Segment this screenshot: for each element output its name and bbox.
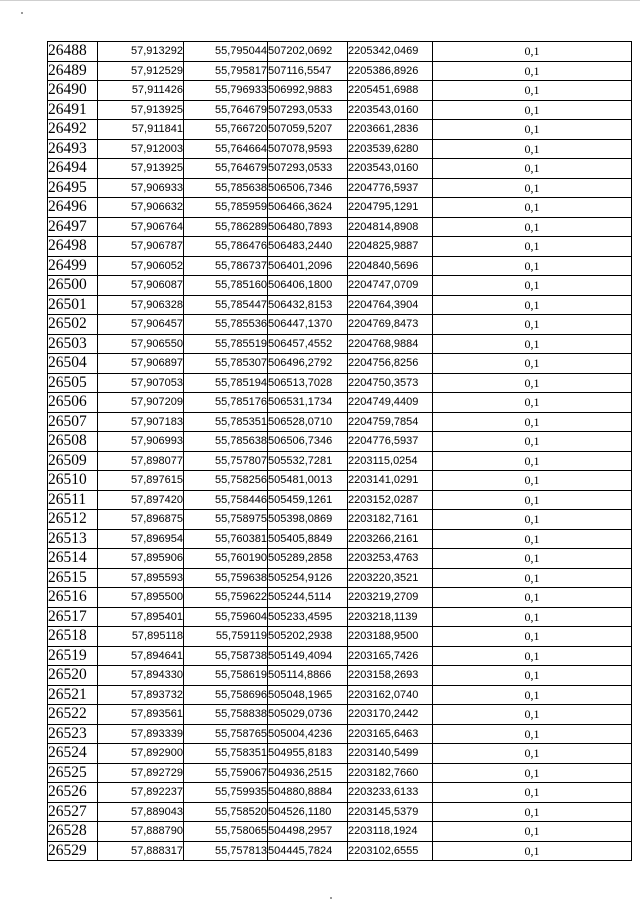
x-coordinate-cell: 507116,5547 bbox=[268, 61, 348, 81]
point-number-cell: 26498 bbox=[48, 237, 98, 257]
table-row bbox=[48, 627, 632, 647]
latitude-cell: 57,894641 bbox=[98, 646, 184, 666]
latitude-cell: 57,907209 bbox=[98, 393, 184, 413]
accuracy-value-cell: 0,1 bbox=[433, 705, 632, 725]
y-coordinate-cell: 2203152,0287 bbox=[348, 490, 433, 510]
point-number-cell: 26509 bbox=[48, 451, 98, 471]
table-row bbox=[48, 354, 632, 374]
latitude-cell: 57,906550 bbox=[98, 334, 184, 354]
table-row bbox=[48, 100, 632, 120]
point-number-cell: 26504 bbox=[48, 354, 98, 374]
y-coordinate-cell: 2203182,7161 bbox=[348, 510, 433, 530]
longitude-cell: 55,785447 bbox=[184, 295, 268, 315]
longitude-cell: 55,758975 bbox=[184, 510, 268, 530]
y-coordinate-cell: 2203233,6133 bbox=[348, 783, 433, 803]
point-number-cell: 26501 bbox=[48, 295, 98, 315]
point-number-cell: 26499 bbox=[48, 256, 98, 276]
x-coordinate-cell: 505149,4094 bbox=[268, 646, 348, 666]
longitude-cell: 55,764679 bbox=[184, 159, 268, 179]
longitude-cell: 55,758619 bbox=[184, 666, 268, 686]
table-row bbox=[48, 666, 632, 686]
accuracy-value-cell: 0,1 bbox=[433, 178, 632, 198]
y-coordinate-cell: 2203543,0160 bbox=[348, 100, 433, 120]
point-number-cell: 26507 bbox=[48, 412, 98, 432]
scan-speck bbox=[21, 12, 23, 14]
top-edge-line bbox=[0, 0, 640, 1]
point-number-cell: 26515 bbox=[48, 568, 98, 588]
longitude-cell: 55,764664 bbox=[184, 139, 268, 159]
x-coordinate-cell: 505202,2938 bbox=[268, 627, 348, 647]
accuracy-value-cell: 0,1 bbox=[433, 841, 632, 861]
latitude-cell: 57,895401 bbox=[98, 607, 184, 627]
table-row bbox=[48, 217, 632, 237]
longitude-cell: 55,758696 bbox=[184, 685, 268, 705]
accuracy-value-cell: 0,1 bbox=[433, 822, 632, 842]
latitude-cell: 57,906328 bbox=[98, 295, 184, 315]
accuracy-value-cell: 0,1 bbox=[433, 490, 632, 510]
point-number-cell: 26497 bbox=[48, 217, 98, 237]
longitude-cell: 55,786476 bbox=[184, 237, 268, 257]
latitude-cell: 57,907183 bbox=[98, 412, 184, 432]
x-coordinate-cell: 505048,1965 bbox=[268, 685, 348, 705]
coordinates-table bbox=[47, 41, 632, 861]
x-coordinate-cell: 506531,1734 bbox=[268, 393, 348, 413]
table-row bbox=[48, 81, 632, 101]
table-row bbox=[48, 393, 632, 413]
y-coordinate-cell: 2203543,0160 bbox=[348, 159, 433, 179]
y-coordinate-cell: 2203539,6280 bbox=[348, 139, 433, 159]
accuracy-value-cell: 0,1 bbox=[433, 783, 632, 803]
latitude-cell: 57,911841 bbox=[98, 120, 184, 140]
longitude-cell: 55,758351 bbox=[184, 744, 268, 764]
accuracy-value-cell: 0,1 bbox=[433, 451, 632, 471]
latitude-cell: 57,895500 bbox=[98, 588, 184, 608]
x-coordinate-cell: 506506,7346 bbox=[268, 178, 348, 198]
y-coordinate-cell: 2203253,4763 bbox=[348, 549, 433, 569]
longitude-cell: 55,785194 bbox=[184, 373, 268, 393]
longitude-cell: 55,758065 bbox=[184, 822, 268, 842]
x-coordinate-cell: 505004,4236 bbox=[268, 724, 348, 744]
latitude-cell: 57,896875 bbox=[98, 510, 184, 530]
point-number-cell: 26521 bbox=[48, 685, 98, 705]
longitude-cell: 55,785160 bbox=[184, 276, 268, 296]
latitude-cell: 57,906632 bbox=[98, 198, 184, 218]
x-coordinate-cell: 507059,5207 bbox=[268, 120, 348, 140]
latitude-cell: 57,912003 bbox=[98, 139, 184, 159]
table-row bbox=[48, 432, 632, 452]
y-coordinate-cell: 2203218,1139 bbox=[348, 607, 433, 627]
table-row bbox=[48, 198, 632, 218]
y-coordinate-cell: 2205342,0469 bbox=[348, 42, 433, 62]
accuracy-value-cell: 0,1 bbox=[433, 81, 632, 101]
x-coordinate-cell: 506513,7028 bbox=[268, 373, 348, 393]
accuracy-value-cell: 0,1 bbox=[433, 627, 632, 647]
longitude-cell: 55,785519 bbox=[184, 334, 268, 354]
latitude-cell: 57,913925 bbox=[98, 159, 184, 179]
y-coordinate-cell: 2204768,9884 bbox=[348, 334, 433, 354]
table-row bbox=[48, 490, 632, 510]
y-coordinate-cell: 2204756,8256 bbox=[348, 354, 433, 374]
latitude-cell: 57,888317 bbox=[98, 841, 184, 861]
y-coordinate-cell: 2203182,7660 bbox=[348, 763, 433, 783]
x-coordinate-cell: 506401,2096 bbox=[268, 256, 348, 276]
longitude-cell: 55,760190 bbox=[184, 549, 268, 569]
y-coordinate-cell: 2204795,1291 bbox=[348, 198, 433, 218]
point-number-cell: 26510 bbox=[48, 471, 98, 491]
table-row bbox=[48, 120, 632, 140]
table-row bbox=[48, 705, 632, 725]
point-number-cell: 26511 bbox=[48, 490, 98, 510]
x-coordinate-cell: 506457,4552 bbox=[268, 334, 348, 354]
table-row bbox=[48, 276, 632, 296]
table-row bbox=[48, 568, 632, 588]
longitude-cell: 55,764679 bbox=[184, 100, 268, 120]
x-coordinate-cell: 505233,4595 bbox=[268, 607, 348, 627]
accuracy-value-cell: 0,1 bbox=[433, 120, 632, 140]
point-number-cell: 26518 bbox=[48, 627, 98, 647]
y-coordinate-cell: 2205451,6988 bbox=[348, 81, 433, 101]
table-row bbox=[48, 178, 632, 198]
y-coordinate-cell: 2203162,0740 bbox=[348, 685, 433, 705]
x-coordinate-cell: 506506,7346 bbox=[268, 432, 348, 452]
accuracy-value-cell: 0,1 bbox=[433, 334, 632, 354]
accuracy-value-cell: 0,1 bbox=[433, 510, 632, 530]
longitude-cell: 55,759935 bbox=[184, 783, 268, 803]
point-number-cell: 26503 bbox=[48, 334, 98, 354]
y-coordinate-cell: 2204764,3904 bbox=[348, 295, 433, 315]
y-coordinate-cell: 2204840,5696 bbox=[348, 256, 433, 276]
latitude-cell: 57,892900 bbox=[98, 744, 184, 764]
x-coordinate-cell: 505114,8866 bbox=[268, 666, 348, 686]
longitude-cell: 55,758256 bbox=[184, 471, 268, 491]
point-number-cell: 26526 bbox=[48, 783, 98, 803]
table-row bbox=[48, 549, 632, 569]
longitude-cell: 55,785638 bbox=[184, 432, 268, 452]
accuracy-value-cell: 0,1 bbox=[433, 295, 632, 315]
longitude-cell: 55,795817 bbox=[184, 61, 268, 81]
point-number-cell: 26495 bbox=[48, 178, 98, 198]
table-row bbox=[48, 139, 632, 159]
x-coordinate-cell: 506528,0710 bbox=[268, 412, 348, 432]
longitude-cell: 55,759604 bbox=[184, 607, 268, 627]
x-coordinate-cell: 506432,8153 bbox=[268, 295, 348, 315]
accuracy-value-cell: 0,1 bbox=[433, 393, 632, 413]
y-coordinate-cell: 2203165,7426 bbox=[348, 646, 433, 666]
accuracy-value-cell: 0,1 bbox=[433, 139, 632, 159]
point-number-cell: 26505 bbox=[48, 373, 98, 393]
table-row bbox=[48, 256, 632, 276]
latitude-cell: 57,906897 bbox=[98, 354, 184, 374]
latitude-cell: 57,897615 bbox=[98, 471, 184, 491]
y-coordinate-cell: 2204814,8908 bbox=[348, 217, 433, 237]
y-coordinate-cell: 2204776,5937 bbox=[348, 178, 433, 198]
x-coordinate-cell: 507078,9593 bbox=[268, 139, 348, 159]
point-number-cell: 26493 bbox=[48, 139, 98, 159]
x-coordinate-cell: 507202,0692 bbox=[268, 42, 348, 62]
x-coordinate-cell: 504955,8183 bbox=[268, 744, 348, 764]
latitude-cell: 57,906764 bbox=[98, 217, 184, 237]
accuracy-value-cell: 0,1 bbox=[433, 276, 632, 296]
longitude-cell: 55,795044 bbox=[184, 42, 268, 62]
table-row bbox=[48, 412, 632, 432]
x-coordinate-cell: 504498,2957 bbox=[268, 822, 348, 842]
longitude-cell: 55,785351 bbox=[184, 412, 268, 432]
x-coordinate-cell: 504526,1180 bbox=[268, 802, 348, 822]
point-number-cell: 26494 bbox=[48, 159, 98, 179]
accuracy-value-cell: 0,1 bbox=[433, 412, 632, 432]
point-number-cell: 26513 bbox=[48, 529, 98, 549]
latitude-cell: 57,913292 bbox=[98, 42, 184, 62]
latitude-cell: 57,895906 bbox=[98, 549, 184, 569]
x-coordinate-cell: 505289,2858 bbox=[268, 549, 348, 569]
point-number-cell: 26488 bbox=[48, 42, 98, 62]
longitude-cell: 55,786289 bbox=[184, 217, 268, 237]
latitude-cell: 57,889043 bbox=[98, 802, 184, 822]
point-number-cell: 26527 bbox=[48, 802, 98, 822]
table-row bbox=[48, 802, 632, 822]
longitude-cell: 55,785638 bbox=[184, 178, 268, 198]
latitude-cell: 57,906457 bbox=[98, 315, 184, 335]
table-row bbox=[48, 588, 632, 608]
accuracy-value-cell: 0,1 bbox=[433, 549, 632, 569]
point-number-cell: 26517 bbox=[48, 607, 98, 627]
accuracy-value-cell: 0,1 bbox=[433, 744, 632, 764]
accuracy-value-cell: 0,1 bbox=[433, 61, 632, 81]
x-coordinate-cell: 505405,8849 bbox=[268, 529, 348, 549]
accuracy-value-cell: 0,1 bbox=[433, 802, 632, 822]
accuracy-value-cell: 0,1 bbox=[433, 354, 632, 374]
accuracy-value-cell: 0,1 bbox=[433, 724, 632, 744]
longitude-cell: 55,766720 bbox=[184, 120, 268, 140]
accuracy-value-cell: 0,1 bbox=[433, 256, 632, 276]
table-row bbox=[48, 841, 632, 861]
longitude-cell: 55,758446 bbox=[184, 490, 268, 510]
table-row bbox=[48, 783, 632, 803]
x-coordinate-cell: 504880,8884 bbox=[268, 783, 348, 803]
table-row bbox=[48, 607, 632, 627]
latitude-cell: 57,906087 bbox=[98, 276, 184, 296]
table-row bbox=[48, 373, 632, 393]
accuracy-value-cell: 0,1 bbox=[433, 646, 632, 666]
accuracy-value-cell: 0,1 bbox=[433, 607, 632, 627]
accuracy-value-cell: 0,1 bbox=[433, 159, 632, 179]
point-number-cell: 26490 bbox=[48, 81, 98, 101]
accuracy-value-cell: 0,1 bbox=[433, 763, 632, 783]
table-row bbox=[48, 42, 632, 62]
accuracy-value-cell: 0,1 bbox=[433, 666, 632, 686]
y-coordinate-cell: 2205386,8926 bbox=[348, 61, 433, 81]
point-number-cell: 26508 bbox=[48, 432, 98, 452]
point-number-cell: 26516 bbox=[48, 588, 98, 608]
x-coordinate-cell: 506483,2440 bbox=[268, 237, 348, 257]
x-coordinate-cell: 506466,3624 bbox=[268, 198, 348, 218]
accuracy-value-cell: 0,1 bbox=[433, 588, 632, 608]
longitude-cell: 55,758738 bbox=[184, 646, 268, 666]
table-row bbox=[48, 237, 632, 257]
longitude-cell: 55,757813 bbox=[184, 841, 268, 861]
longitude-cell: 55,759638 bbox=[184, 568, 268, 588]
y-coordinate-cell: 2204769,8473 bbox=[348, 315, 433, 335]
point-number-cell: 26514 bbox=[48, 549, 98, 569]
latitude-cell: 57,893732 bbox=[98, 685, 184, 705]
accuracy-value-cell: 0,1 bbox=[433, 42, 632, 62]
longitude-cell: 55,758838 bbox=[184, 705, 268, 725]
x-coordinate-cell: 505244,5114 bbox=[268, 588, 348, 608]
table-row bbox=[48, 451, 632, 471]
point-number-cell: 26491 bbox=[48, 100, 98, 120]
latitude-cell: 57,896954 bbox=[98, 529, 184, 549]
accuracy-value-cell: 0,1 bbox=[433, 432, 632, 452]
latitude-cell: 57,906052 bbox=[98, 256, 184, 276]
y-coordinate-cell: 2203140,5499 bbox=[348, 744, 433, 764]
table-row bbox=[48, 295, 632, 315]
longitude-cell: 55,785536 bbox=[184, 315, 268, 335]
y-coordinate-cell: 2203266,2161 bbox=[348, 529, 433, 549]
point-number-cell: 26525 bbox=[48, 763, 98, 783]
point-number-cell: 26506 bbox=[48, 393, 98, 413]
y-coordinate-cell: 2203165,6463 bbox=[348, 724, 433, 744]
y-coordinate-cell: 2203102,6555 bbox=[348, 841, 433, 861]
y-coordinate-cell: 2204825,9887 bbox=[348, 237, 433, 257]
y-coordinate-cell: 2204776,5937 bbox=[348, 432, 433, 452]
latitude-cell: 57,888790 bbox=[98, 822, 184, 842]
x-coordinate-cell: 506992,9883 bbox=[268, 81, 348, 101]
longitude-cell: 55,786737 bbox=[184, 256, 268, 276]
latitude-cell: 57,897420 bbox=[98, 490, 184, 510]
y-coordinate-cell: 2203141,0291 bbox=[348, 471, 433, 491]
x-coordinate-cell: 505532,7281 bbox=[268, 451, 348, 471]
latitude-cell: 57,898077 bbox=[98, 451, 184, 471]
latitude-cell: 57,894330 bbox=[98, 666, 184, 686]
accuracy-value-cell: 0,1 bbox=[433, 373, 632, 393]
point-number-cell: 26489 bbox=[48, 61, 98, 81]
x-coordinate-cell: 505481,0013 bbox=[268, 471, 348, 491]
point-number-cell: 26496 bbox=[48, 198, 98, 218]
accuracy-value-cell: 0,1 bbox=[433, 315, 632, 335]
table-row bbox=[48, 646, 632, 666]
x-coordinate-cell: 507293,0533 bbox=[268, 159, 348, 179]
latitude-cell: 57,913925 bbox=[98, 100, 184, 120]
table-row bbox=[48, 763, 632, 783]
latitude-cell: 57,895118 bbox=[98, 627, 184, 647]
latitude-cell: 57,907053 bbox=[98, 373, 184, 393]
x-coordinate-cell: 506496,2792 bbox=[268, 354, 348, 374]
y-coordinate-cell: 2203118,1924 bbox=[348, 822, 433, 842]
longitude-cell: 55,757807 bbox=[184, 451, 268, 471]
point-number-cell: 26520 bbox=[48, 666, 98, 686]
y-coordinate-cell: 2203158,2693 bbox=[348, 666, 433, 686]
x-coordinate-cell: 504936,2515 bbox=[268, 763, 348, 783]
point-number-cell: 26519 bbox=[48, 646, 98, 666]
latitude-cell: 57,906933 bbox=[98, 178, 184, 198]
table-row bbox=[48, 471, 632, 491]
y-coordinate-cell: 2204750,3573 bbox=[348, 373, 433, 393]
point-number-cell: 26492 bbox=[48, 120, 98, 140]
longitude-cell: 55,785959 bbox=[184, 198, 268, 218]
longitude-cell: 55,760381 bbox=[184, 529, 268, 549]
latitude-cell: 57,912529 bbox=[98, 61, 184, 81]
x-coordinate-cell: 506447,1370 bbox=[268, 315, 348, 335]
point-number-cell: 26523 bbox=[48, 724, 98, 744]
point-number-cell: 26528 bbox=[48, 822, 98, 842]
y-coordinate-cell: 2203145,5379 bbox=[348, 802, 433, 822]
accuracy-value-cell: 0,1 bbox=[433, 217, 632, 237]
latitude-cell: 57,911426 bbox=[98, 81, 184, 101]
accuracy-value-cell: 0,1 bbox=[433, 685, 632, 705]
latitude-cell: 57,906993 bbox=[98, 432, 184, 452]
accuracy-value-cell: 0,1 bbox=[433, 100, 632, 120]
latitude-cell: 57,895593 bbox=[98, 568, 184, 588]
table-row bbox=[48, 822, 632, 842]
y-coordinate-cell: 2203219,2709 bbox=[348, 588, 433, 608]
point-number-cell: 26524 bbox=[48, 744, 98, 764]
x-coordinate-cell: 505459,1261 bbox=[268, 490, 348, 510]
scan-speck bbox=[330, 897, 332, 899]
y-coordinate-cell: 2203188,9500 bbox=[348, 627, 433, 647]
point-number-cell: 26512 bbox=[48, 510, 98, 530]
y-coordinate-cell: 2204747,0709 bbox=[348, 276, 433, 296]
x-coordinate-cell: 505398,0869 bbox=[268, 510, 348, 530]
point-number-cell: 26529 bbox=[48, 841, 98, 861]
table-row bbox=[48, 529, 632, 549]
table-row bbox=[48, 510, 632, 530]
y-coordinate-cell: 2204759,7854 bbox=[348, 412, 433, 432]
x-coordinate-cell: 506406,1800 bbox=[268, 276, 348, 296]
x-coordinate-cell: 507293,0533 bbox=[268, 100, 348, 120]
coordinates-table-body bbox=[48, 42, 632, 861]
accuracy-value-cell: 0,1 bbox=[433, 471, 632, 491]
table-row bbox=[48, 724, 632, 744]
accuracy-value-cell: 0,1 bbox=[433, 529, 632, 549]
longitude-cell: 55,759119 bbox=[184, 627, 268, 647]
y-coordinate-cell: 2203661,2836 bbox=[348, 120, 433, 140]
latitude-cell: 57,906787 bbox=[98, 237, 184, 257]
accuracy-value-cell: 0,1 bbox=[433, 198, 632, 218]
table-row bbox=[48, 315, 632, 335]
x-coordinate-cell: 505254,9126 bbox=[268, 568, 348, 588]
x-coordinate-cell: 504445,7824 bbox=[268, 841, 348, 861]
table-row bbox=[48, 61, 632, 81]
accuracy-value-cell: 0,1 bbox=[433, 237, 632, 257]
longitude-cell: 55,785307 bbox=[184, 354, 268, 374]
y-coordinate-cell: 2203220,3521 bbox=[348, 568, 433, 588]
y-coordinate-cell: 2203115,0254 bbox=[348, 451, 433, 471]
y-coordinate-cell: 2203170,2442 bbox=[348, 705, 433, 725]
point-number-cell: 26502 bbox=[48, 315, 98, 335]
y-coordinate-cell: 2204749,4409 bbox=[348, 393, 433, 413]
table-row bbox=[48, 159, 632, 179]
table-row bbox=[48, 334, 632, 354]
longitude-cell: 55,759622 bbox=[184, 588, 268, 608]
table-row bbox=[48, 744, 632, 764]
accuracy-value-cell: 0,1 bbox=[433, 568, 632, 588]
point-number-cell: 26500 bbox=[48, 276, 98, 296]
longitude-cell: 55,758765 bbox=[184, 724, 268, 744]
longitude-cell: 55,758520 bbox=[184, 802, 268, 822]
latitude-cell: 57,892237 bbox=[98, 783, 184, 803]
point-number-cell: 26522 bbox=[48, 705, 98, 725]
longitude-cell: 55,785176 bbox=[184, 393, 268, 413]
longitude-cell: 55,759067 bbox=[184, 763, 268, 783]
latitude-cell: 57,893339 bbox=[98, 724, 184, 744]
latitude-cell: 57,893561 bbox=[98, 705, 184, 725]
x-coordinate-cell: 505029,0736 bbox=[268, 705, 348, 725]
longitude-cell: 55,796933 bbox=[184, 81, 268, 101]
latitude-cell: 57,892729 bbox=[98, 763, 184, 783]
table-row bbox=[48, 685, 632, 705]
x-coordinate-cell: 506480,7893 bbox=[268, 217, 348, 237]
